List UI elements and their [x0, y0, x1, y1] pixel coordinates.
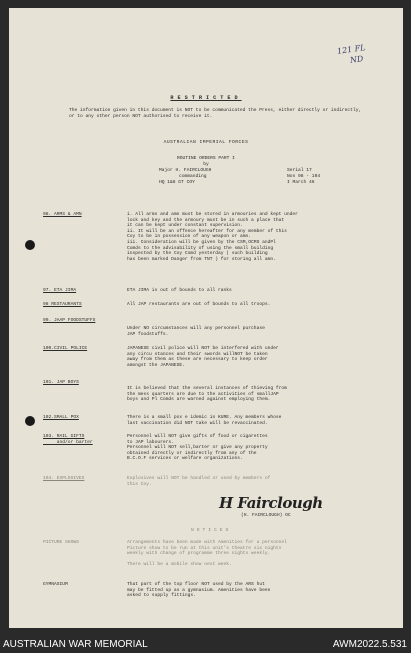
order-text-explosives: Explosives will NOT be handled or used by members of this Coy.	[127, 476, 271, 487]
footer-accession-number: AWM2022.5.531	[332, 639, 407, 650]
confidentiality-notice: The information given in this document is NOT to be communicated the Press, either directly or indirectly, or to any other person NOT authorised to receive it.	[69, 108, 362, 119]
order-label-explosives: 104. EXPLOSIVES	[43, 476, 85, 481]
order-text-foodstuffs: Under NO circumstances will any personnel purchase JAP foodstuffs.	[127, 326, 265, 337]
order-label-foodstuffs: 99. JAAP FOODSTUFFS	[43, 318, 96, 323]
restricted-heading: RESTRICTED	[170, 95, 242, 101]
handwritten-signature: H Fairclough	[219, 494, 323, 512]
order-label-small-pox: 102.SMALL POX	[43, 415, 79, 420]
order-text-jap-boys: It is believed that the several instances of thieving from the mess quarters are due to the activities of smallJAP boys and Pl Comds are warned against employing them.	[127, 386, 287, 403]
order-text-civil-police: JAPANESE civil police will NOT be interfered with under any circu stances and their swords willNOT be taken away from them as these are necessary to keep order amongst the JAPANESE.	[127, 346, 279, 368]
order-label-eta-jima: 97. ETA JIMA	[43, 288, 77, 293]
order-label-restaurants: 98 RESTAURANTS	[43, 302, 82, 307]
order-text-eta-jima: ETA JIMA is out of bounds to all ranks	[127, 288, 232, 293]
handwritten-annotation-top: 121 FL	[336, 43, 367, 56]
notice-text-mobile-show: There will be a mobile show next week.	[127, 562, 232, 567]
serial-number: Serial 17	[287, 168, 312, 173]
document-page	[9, 8, 403, 628]
handwritten-annotation-bottom: ND	[349, 54, 364, 65]
organisation-name: AUSTRALIAN IMPERIAL FORCES	[163, 140, 249, 145]
order-label-civil-police: 100.CIVIL POLICE	[43, 346, 88, 351]
archive-footer	[0, 636, 411, 653]
order-label-jap-boys: 101. JAP BOYS	[43, 380, 79, 385]
signature-printed-name: (H. FAIRCLOUGH) OC	[241, 513, 291, 518]
commanding-label: commanding	[179, 174, 207, 179]
document-title: ROUTINE ORDERS PART I	[177, 156, 235, 161]
unit-name: HQ 1&8 GT COY	[159, 180, 195, 185]
notice-text-gymnasium: That part of the top floor NOT used by the ARS hut may be fitted up as a gymnasium. Amenities have been asked to supply fittings.	[127, 582, 271, 599]
order-label-arms: 98. ARMS & AMN	[43, 212, 82, 217]
by-label: by	[203, 162, 209, 167]
notice-label-gymnasium: GYMNASIUM	[43, 582, 68, 587]
notices-heading: NOTICES	[191, 528, 232, 533]
punch-hole-bottom	[25, 416, 35, 426]
order-numbers: Nos 98 - 104	[287, 174, 321, 179]
order-text-restaurants: All JAP restaurants are out of bounds to all troops.	[127, 302, 271, 307]
order-text-arms: i. All arms and amn must be stored in armouries and kept under lock and key and the armoury must be in such a place that it can be kept under constant supervision. ii. It will be an offence hereafter for any member of this Coy to be in possession of any weapon or amn. iii. Consideration will be given by the CSM,OCMS andPl Comds to the advisability of using the small building inspected by the Coy Comd yesterday ( such building has been marked Danger from TNT ) for storing all amn.	[127, 212, 298, 262]
document-date: I March 46	[287, 180, 315, 185]
footer-institution: AUSTRALIAN WAR MEMORIAL	[3, 639, 148, 650]
notice-text-picture-shows: Arrangements have been made with Amenities for a personnel Picture show to be run at this unit's theatre six nights weekly with change of programme three nights weekly.	[127, 540, 287, 557]
officer-name: Major H. FAIRCLOUGH	[159, 168, 212, 173]
order-text-gifts: Personnel will NOT give gifts of food or cigarettes to JAP labourers. Personnel will NOT sell,barter or give any property obtained directly or indirectly from any of the B.C.O.F services or welfare organizations.	[127, 434, 268, 462]
notice-label-picture-shows: PICTURE SHOWS	[43, 540, 79, 545]
order-text-small-pox: There is a small pox e idemic in KURE. Any members whose last vaccination did NOT take will be revaccinated.	[127, 415, 282, 426]
order-label-gifts: 103. RAIL GIFTS and/or barter	[43, 434, 93, 445]
punch-hole-top	[25, 240, 35, 250]
